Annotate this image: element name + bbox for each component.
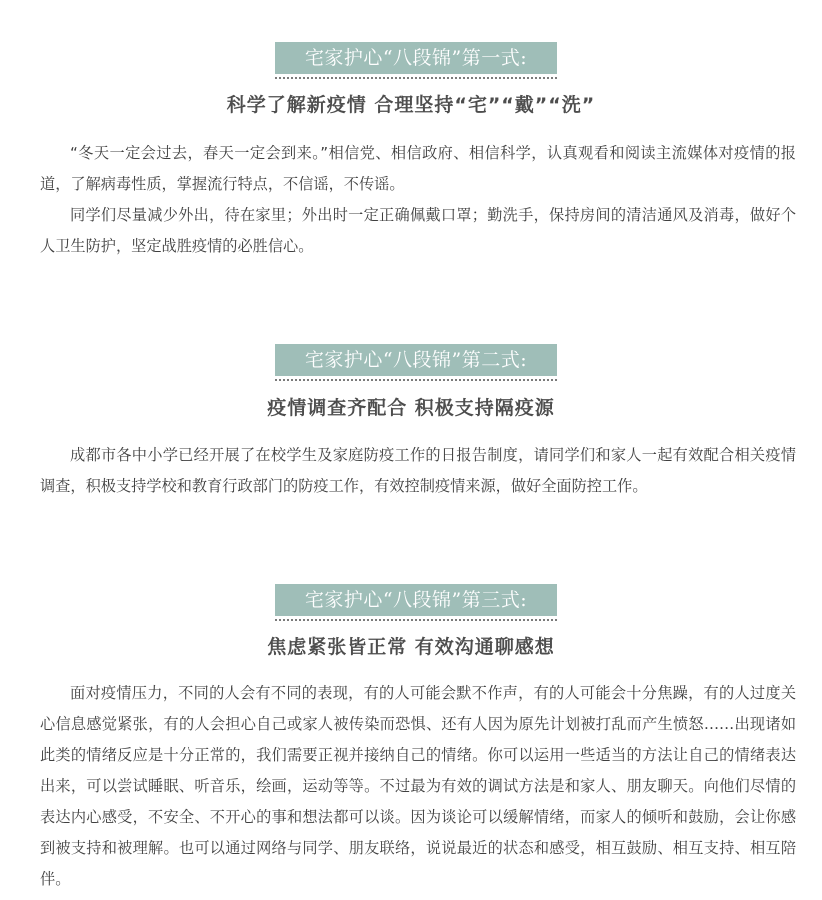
section-1-dotted-divider bbox=[275, 77, 557, 79]
section-1-badge-wrap bbox=[275, 42, 557, 79]
section-3-paragraph-1: 面对疫情压力，不同的人会有不同的表现，有的人可能会默不作声，有的人可能会十分焦躁，有的人过度关心信息感觉紧张，有的人会担心自己或家人被传染而恐惧、还有人因为原先计划被打乱而产生愤怒……出现诸如此类的情绪反应是十分正常的，我们需要正视并接纳自己的情绪。你可以运用一些适当的方法让自己的情绪表达出来，可以尝试睡眠、听音乐，绘画，运动等等。不过最为有效的调试方法是和家人、朋友聊天。向他们尽情的表达内心感受，不安全、不开心的事和想法都可以谈。因为谈论可以缓解情绪，而家人的倾听和鼓励，会让你感到被支持和被理解。也可以通过网络与同学、朋友联络，说说最近的状态和感受，相互鼓励、相互支持、相互陪伴。 bbox=[40, 684, 796, 888]
section-3-subtitle: 焦虑紧张皆正常 有效沟通聊感想 bbox=[267, 636, 555, 658]
section-2-subtitle: 疫情调查齐配合 积极支持隔疫源 bbox=[267, 397, 555, 419]
section-2-dotted-divider bbox=[275, 379, 557, 381]
section-1-paragraph-2: 同学们尽量减少外出，待在家里；外出时一定正确佩戴口罩；勤洗手，保持房间的清洁通风及消毒，做好个人卫生防护，坚定战胜疫情的必胜信心。 bbox=[40, 206, 796, 255]
section-2-badge: 宅家护心“八段锦”第二式: bbox=[275, 344, 557, 376]
section-2-paragraph-1: 成都市各中小学已经开展了在校学生及家庭防疫工作的日报告制度，请同学们和家人一起有效配合相关疫情调查，积极支持学校和教育行政部门的防疫工作，有效控制疫情来源，做好全面防控工作。 bbox=[40, 446, 796, 495]
section-3-badge: 宅家护心“八段锦”第三式: bbox=[275, 584, 557, 616]
section-1-subtitle: 科学了解新疫情 合理坚持“宅”“戴”“洗” bbox=[226, 94, 596, 116]
section-1-paragraph-1: “冬天一定会过去，春天一定会到来。”相信党、相信政府、相信科学，认真观看和阅读主流媒体对疫情的报道，了解病毒性质，掌握流行特点，不信谣，不传谣。 bbox=[40, 144, 796, 193]
section-3-dotted-divider bbox=[275, 619, 557, 621]
section-1-badge: 宅家护心“八段锦”第一式: bbox=[275, 42, 557, 74]
section-2-badge-wrap bbox=[275, 344, 557, 381]
section-3-badge-wrap bbox=[275, 584, 557, 621]
